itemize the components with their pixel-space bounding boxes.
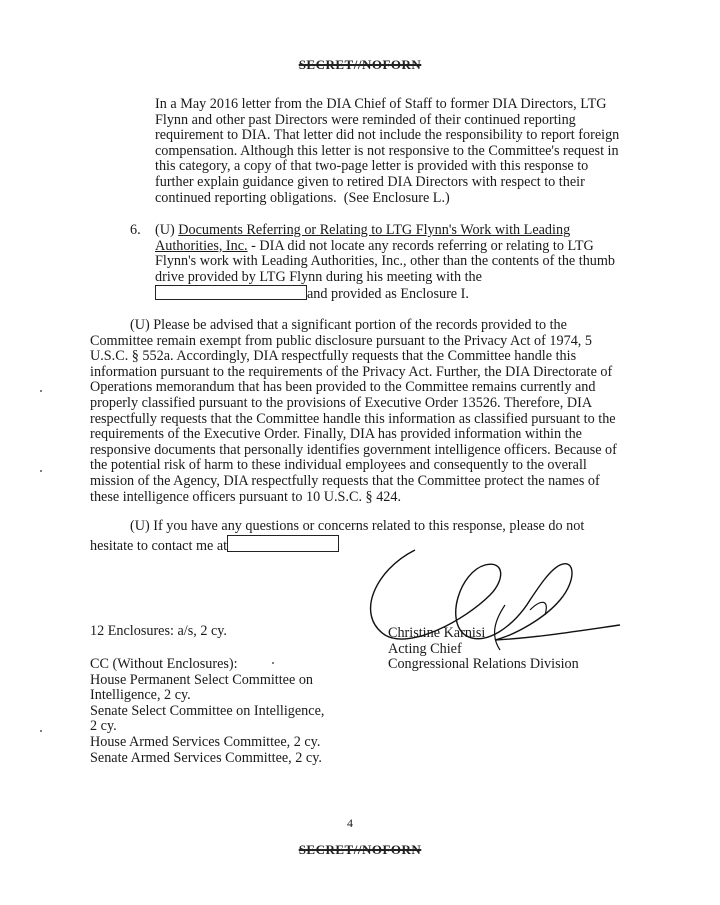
scan-speck	[40, 470, 42, 472]
cc-line: House Armed Services Committee, 2 cy.	[90, 733, 321, 750]
classification-header: SECRET//NOFORN	[298, 57, 422, 72]
cc-line: Senate Select Committee on Intelligence, 2 cy.	[90, 702, 325, 735]
item-6-number: 6.	[130, 222, 141, 238]
signature-block	[388, 626, 579, 673]
privacy-paragraph: (U) Please be advised that a significant portion of the records provided to the Committee remain exempt from public disclosure pursuant to the Privacy Act of 1974, 5 U.S.C. § 552a. Accordingly, DIA respectfully requests that the Committee handle this information pursuant to the requirements of the Privacy Act. Further, the DIA Directorate of Operations memorandum that has been provided to the Committee remains currently and properly classified pursuant to the provisions of Executive Order 13526. Therefore, DIA respectfully requests that the Committee handle this information as classified pursuant to the requirements of the Executive Order. Finally, DIA has provided information within the responsive documents that personally identifies government intelligence officers. Because of the potential risk of harm to these individual employees and consequently to the overall mission of the Agency, DIA respectfully requests that the Committee protect the names of these intelligence officers pursuant to 10 U.S.C. § 424.	[90, 317, 617, 505]
letter-paragraph-text: In a May 2016 letter from the DIA Chief of Staff to former DIA Directors, LTG Flynn and other past Directors were reminded of their continued reporting requirement to DIA. That letter did not include the responsibility to report foreign compensation. Although this letter is not responsive to the Committee's request in this category, a copy of that two-page letter is provided with this response to further explain guidance given to retired DIA Directors with respect to their continued reporting obligations.	[155, 96, 620, 206]
signer-title: Acting Chief	[388, 640, 462, 657]
scan-speck	[40, 390, 42, 392]
letter-paragraph	[155, 97, 625, 206]
redaction-box	[155, 285, 307, 300]
scan-speck	[40, 730, 42, 732]
item-6-text-end: and provided as Enclosure I.	[307, 286, 469, 303]
contact-text: (U) If you have any questions or concerns related to this response, please do not hesitate to contact me at	[90, 518, 585, 554]
cc-line: House Permanent Select Committee on Intelligence, 2 cy.	[90, 671, 314, 704]
item-6-text: - DIA did not locate any records referring or relating to LTG Flynn's work with Leading Authorities, Inc., other than the contents of the thumb drive provided by LTG Flynn during his meeting with the	[155, 237, 616, 285]
item-6	[130, 223, 630, 303]
page-number: 4	[347, 816, 353, 830]
signer-name: Christine Karnisi	[388, 625, 486, 641]
cc-heading: CC (Without Enclosures):	[90, 656, 238, 672]
scan-speck	[272, 662, 274, 664]
cc-line: Senate Armed Services Committee, 2 cy.	[90, 749, 322, 766]
signer-division: Congressional Relations Division	[388, 656, 579, 673]
item-6-marking: (U)	[155, 222, 175, 238]
enclosure-reference: (See Enclosure L.)	[343, 189, 450, 206]
cc-list	[90, 657, 330, 766]
item-6-heading: Documents Referring or Relating to LTG Flynn's Work with Leading Authorities, Inc.	[155, 222, 571, 254]
redaction-box	[227, 535, 339, 552]
classification-footer: SECRET//NOFORN	[298, 842, 422, 857]
enclosures-line: 12 Enclosures: a/s, 2 cy.	[90, 623, 227, 639]
